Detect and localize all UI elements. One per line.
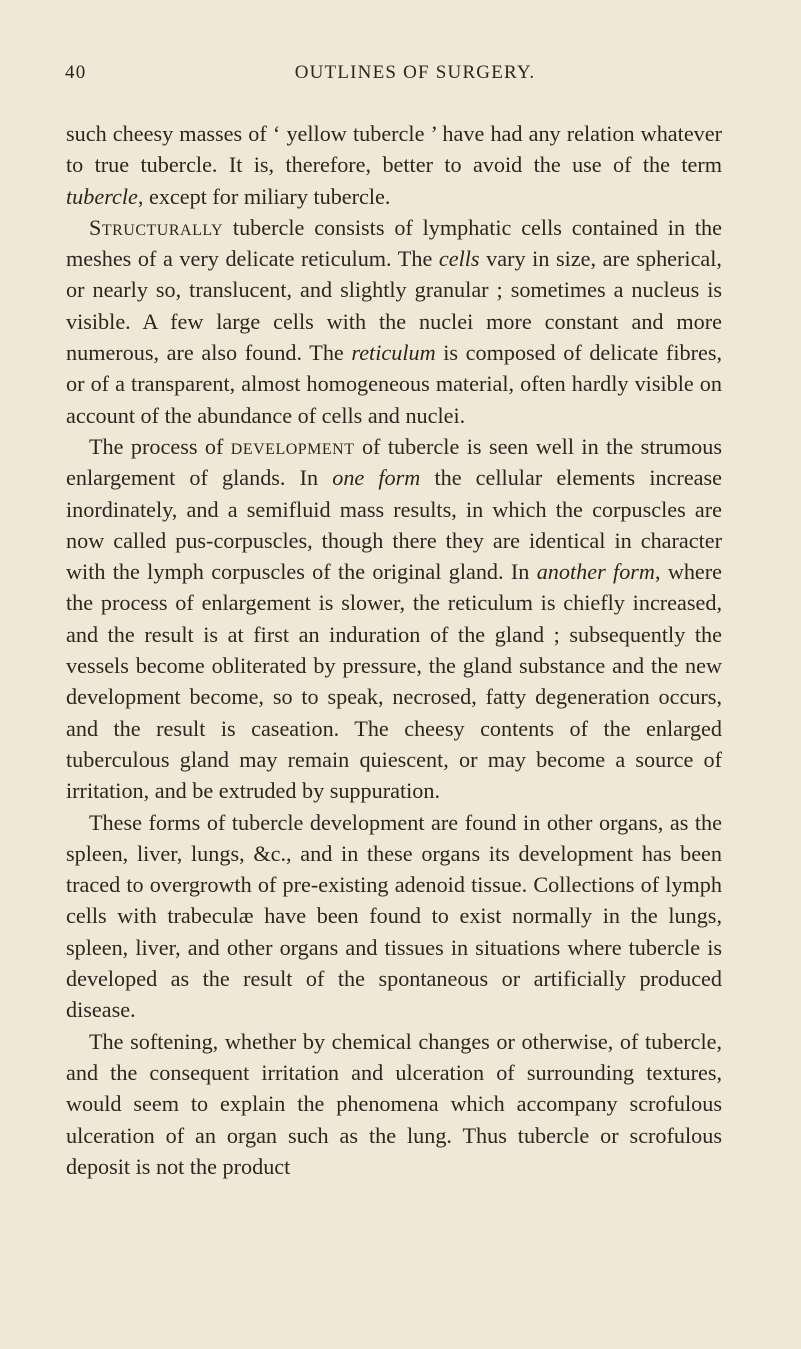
text-run: tubercle: [66, 183, 138, 209]
text-run: one form: [332, 465, 421, 491]
paragraph-3: [66, 431, 722, 807]
text-run: the cellular elements increase inordinately, and a semifluid mass results, in which the corpuscles are now called pus-corpuscles, though there they are identical in character with the lymph corpuscles of the original gland. In: [66, 465, 722, 585]
paragraph-5: [66, 1026, 722, 1182]
text-run: Structurally: [89, 214, 224, 240]
paragraph-4: [66, 807, 722, 1026]
text-run: of tubercle is seen well in the strumous enlargement of glands. In: [66, 433, 722, 491]
text-run: These forms of tubercle development are found in other organs, as the spleen, liver, lungs, &c., and in these organs its development has been traced to overgrowth of pre-existing adenoid tissue. Collections of lymph cells with trabeculæ have been found to exist normally in the lungs, spleen, liver, and other organs and tissues in situations where tubercle is developed as the result of the spontaneous or artificially produced disease.: [66, 809, 722, 1023]
paragraph-1: [66, 118, 722, 212]
text-run: vary in size, are spherical, or nearly so, translucent, and slightly granular ; sometimes a nucleus is visible. A few large cells with the nuclei more constant and more numerous, are also found. The: [66, 246, 722, 366]
text-run: another form: [536, 559, 655, 585]
text-run: The softening, whether by chemical changes or otherwise, of tubercle, and the consequent irritation and ulceration of surrounding textures, would seem to explain the phenomena which accompany scrofulous ulceration of an organ such as the lung. Thus tubercle or scrofulous deposit is not the product: [66, 1028, 722, 1179]
text-run: development: [230, 433, 355, 459]
text-run: The process of: [89, 433, 231, 459]
text-run: is composed of delicate fibres, or of a transparent, almost homogeneous material, often hardly visible on account of the abundance of cells and nuclei.: [66, 340, 722, 428]
text-run: reticulum: [351, 340, 436, 366]
body-text: [66, 118, 722, 1182]
text-run: cells: [438, 246, 480, 272]
running-title: OUTLINES OF SURGERY.: [294, 62, 536, 83]
paragraph-2: [66, 212, 722, 431]
text-run: tubercle consists of lymphatic cells contained in the meshes of a very delicate reticulum. The: [66, 214, 722, 272]
text-run: such cheesy masses of ‘ yellow tubercle ’ have had any relation whatever to true tubercle. It is, therefore, better to avoid the use of the term: [66, 121, 722, 178]
page-number: 40: [65, 62, 87, 83]
running-head: [65, 62, 725, 90]
text-run: , except for miliary tubercle.: [137, 183, 391, 209]
text-run: , where the process of enlargement is slower, the reticulum is chiefly increased, and the result is at first an induration of the gland ; subsequently the vessels become obliterated by pressure, the gland substance and the new development become, so to speak, necrosed, fatty degeneration occurs, and the result is caseation. The cheesy contents of the enlarged tuberculous gland may remain quiescent, or may become a source of irritation, and be extruded by suppuration.: [66, 559, 723, 804]
